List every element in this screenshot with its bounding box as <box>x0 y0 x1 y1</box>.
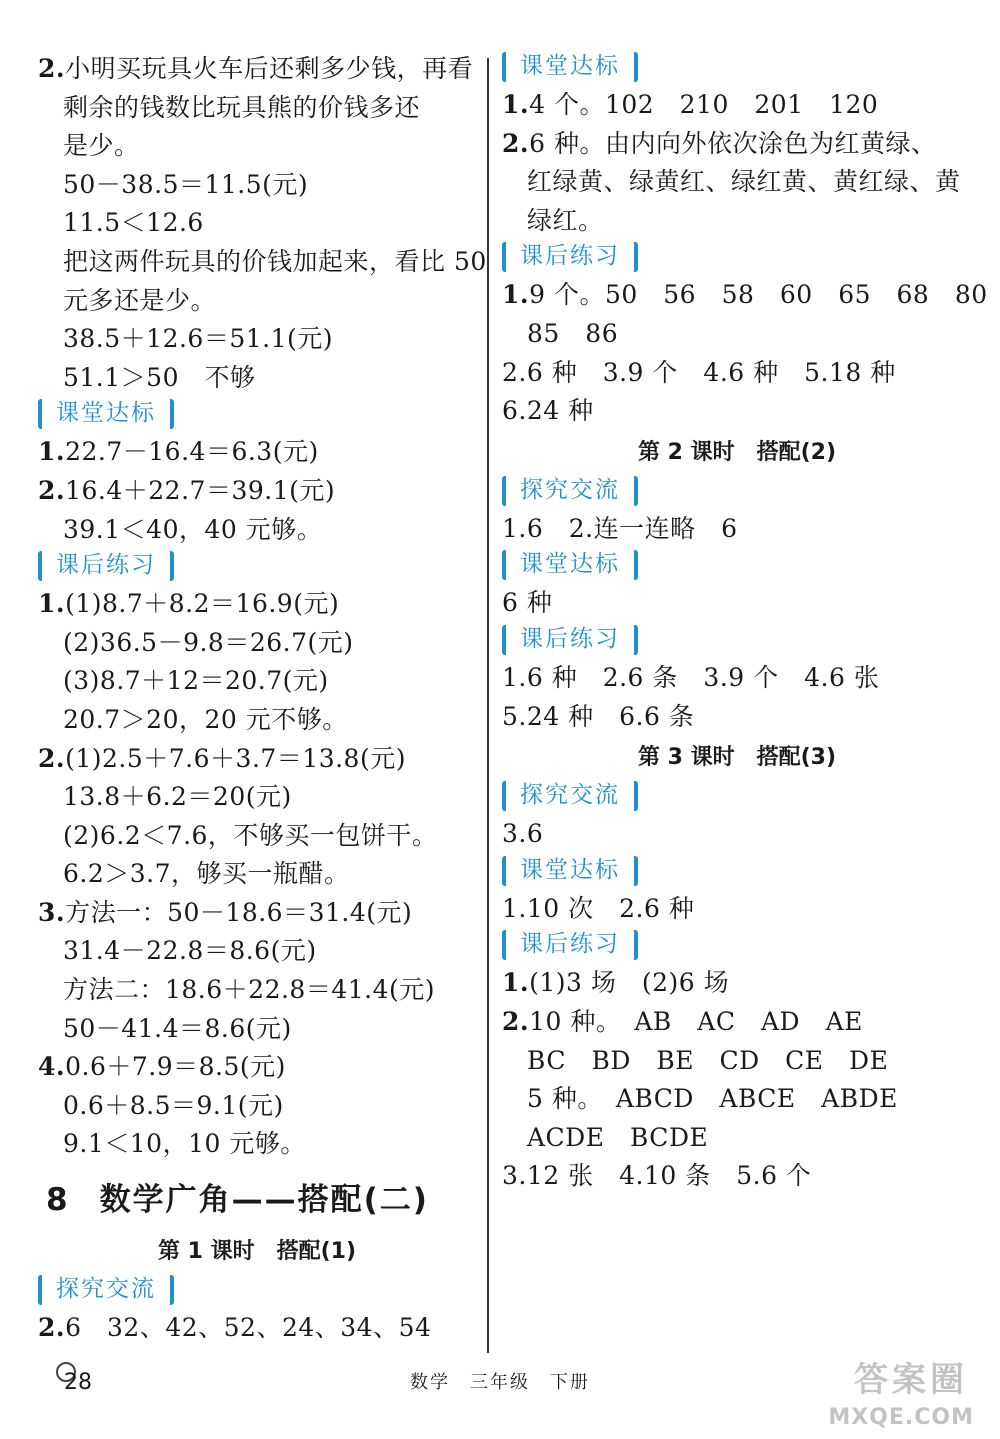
answer-text: (3)8.7＋12＝20.7(元) <box>63 666 329 696</box>
answer-line <box>502 1080 972 1119</box>
answer-line <box>38 472 476 511</box>
watermark-text: MXQE.COM <box>828 1405 974 1430</box>
answer-line <box>502 1119 972 1158</box>
answer-line <box>38 778 476 817</box>
answer-text: 1.6 2.连一连略 6 <box>502 513 738 543</box>
answer-text: 9.1＜10，10 元够。 <box>63 1129 306 1159</box>
answer-text: 5 种。 ABCD ABCE ABDE <box>527 1084 898 1114</box>
section-tag: 探究交流 <box>502 781 638 811</box>
answer-line <box>38 971 476 1010</box>
left-column <box>38 50 487 1348</box>
answer-text: 把这两件玩具的价钱加起来，看比 50 <box>63 246 487 276</box>
answer-text: 13.8＋6.2＝20(元) <box>63 782 292 812</box>
answer-text: 6 种 <box>502 588 553 618</box>
answer-line <box>38 243 487 282</box>
section-tag: 探究交流 <box>38 1275 174 1305</box>
answer-text: 剩余的钱数比玩具熊的价钱多还 <box>63 92 421 122</box>
answer-line <box>38 817 476 856</box>
question-number: 2. <box>502 1006 530 1036</box>
answer-text: 85 86 <box>527 318 619 348</box>
answer-text: (2)36.5－9.8＝26.7(元) <box>63 627 354 657</box>
answer-text: 16.4＋22.7＝39.1(元) <box>65 475 336 505</box>
answer-line <box>502 510 972 549</box>
chapter-number: 8 <box>46 1182 70 1219</box>
answer-text: 方法一：50－18.6＝31.4(元) <box>65 897 413 927</box>
answer-line <box>38 204 476 243</box>
answer-line <box>38 511 476 550</box>
question-number: 2. <box>38 475 66 505</box>
answer-line <box>502 315 972 354</box>
section-tag: 探究交流 <box>502 476 638 506</box>
lesson-heading: 第 3 课时 搭配(3) <box>637 745 837 771</box>
question-number: 3. <box>38 897 66 927</box>
answer-text: 绿红。 <box>527 205 604 235</box>
answer-text: 元多还是少。 <box>63 285 217 315</box>
answer-line <box>502 125 972 164</box>
answer-text: 20.7＞20，20 元不够。 <box>63 704 348 734</box>
answer-text: 11.5＜12.6 <box>63 208 204 238</box>
answer-text: (1)8.7＋8.2＝16.9(元) <box>65 589 340 619</box>
answer-line <box>38 1125 476 1164</box>
section-tag: 课堂达标 <box>502 550 638 580</box>
section-tag: 课堂达标 <box>38 399 174 429</box>
answer-text: (1)3 场 (2)6 场 <box>529 968 730 998</box>
question-number: 2. <box>502 128 530 158</box>
answer-line <box>502 202 972 241</box>
chapter-text: 数学广角——搭配(二) <box>99 1182 429 1219</box>
answer-line <box>38 1087 476 1126</box>
answer-text: 0.6＋8.5＝9.1(元) <box>63 1090 284 1120</box>
answer-line <box>38 1048 476 1087</box>
answer-text: 50－38.5＝11.5(元) <box>63 169 309 199</box>
watermark-logo <box>814 1352 974 1430</box>
answer-text: 方法二：18.6＋22.8＝41.4(元) <box>63 975 435 1005</box>
answer-line <box>502 890 972 929</box>
answer-line <box>502 815 972 854</box>
answer-line <box>502 964 972 1003</box>
answer-text: 红绿黄、绿黄红、绿红黄、黄红绿、黄 <box>527 167 961 197</box>
answer-line <box>502 1042 972 1081</box>
answer-line <box>38 740 476 779</box>
answer-text: 39.1＜40，40 元够。 <box>63 514 323 544</box>
question-number: 2. <box>38 1313 66 1343</box>
answer-text: 6 种。由内向外依次涂色为红黄绿、 <box>529 128 937 158</box>
chapter-title <box>38 1170 476 1230</box>
answer-line <box>38 932 476 971</box>
answer-text: 0.6＋7.9＝8.5(元) <box>65 1052 286 1082</box>
section-tag: 课后练习 <box>502 930 638 960</box>
right-column <box>502 50 988 1196</box>
answer-line <box>38 1010 476 1049</box>
question-number: 2. <box>38 54 66 83</box>
answer-text: 6.2＞3.7，够买一瓶醋。 <box>63 859 350 889</box>
answer-text: 9 个。50 56 58 60 65 68 80 <box>529 280 988 310</box>
answer-line <box>38 662 476 701</box>
watermark-top: 答案圈 <box>854 1360 968 1400</box>
answer-line <box>502 659 972 698</box>
answer-text: 31.4－22.8＝8.6(元) <box>63 936 317 966</box>
answer-line <box>38 701 476 740</box>
section-tag: 课后练习 <box>502 242 638 272</box>
answer-text: 2.6 种 3.9 个 4.6 种 5.18 种 <box>502 357 896 387</box>
section-tag: 课后练习 <box>502 625 638 655</box>
lesson-heading: 第 1 课时 搭配(1) <box>157 1239 357 1265</box>
answer-line <box>38 433 476 472</box>
answer-text: 3.12 张 4.10 条 5.6 个 <box>502 1161 812 1191</box>
answer-line <box>502 86 972 125</box>
section-tag: 课后练习 <box>38 551 174 581</box>
answer-text: 小明买玩具火车后还剩多少钱，再看 <box>65 54 474 83</box>
answer-text: 4 个。102 210 201 120 <box>529 90 879 119</box>
answer-line <box>38 282 476 321</box>
question-number: 1. <box>502 968 530 998</box>
answer-line <box>38 624 476 663</box>
answer-text: 38.5＋12.6＝51.1(元) <box>63 324 333 354</box>
answer-text: 3.6 <box>502 819 544 849</box>
answer-line <box>502 354 972 393</box>
answer-text: (1)2.5＋7.6＋3.7＝13.8(元) <box>65 743 406 773</box>
section-tag: 课堂达标 <box>502 52 638 82</box>
lesson-heading: 第 2 课时 搭配(2) <box>637 439 837 465</box>
answer-text: ACDE BCDE <box>527 1122 709 1152</box>
question-number: 2. <box>38 743 66 773</box>
answer-line <box>38 855 476 894</box>
question-number: 1. <box>502 280 530 310</box>
answer-text: 是少。 <box>63 131 140 161</box>
answer-text: BC BD BE CD CE DE <box>527 1045 889 1075</box>
answer-line <box>38 127 476 166</box>
page-number: 28 <box>64 1370 92 1395</box>
question-number: 1. <box>502 90 530 119</box>
answer-text: 22.7－16.4＝6.3(元) <box>65 437 319 467</box>
answer-text: 1.10 次 2.6 种 <box>502 893 695 923</box>
section-tag: 课堂达标 <box>502 856 638 886</box>
answer-text: 6.24 种 <box>502 396 594 426</box>
book-subject: 数学 三年级 下册 <box>410 1372 590 1393</box>
answer-line <box>38 166 476 205</box>
answer-text: 6 32、42、52、24、34、54 <box>65 1313 432 1343</box>
answer-text: 1.6 种 2.6 条 3.9 个 4.6 张 <box>502 662 880 692</box>
answer-line <box>38 320 476 359</box>
answer-text: (2)6.2＜7.6，不够买一包饼干。 <box>63 820 438 850</box>
answer-text: 51.1＞50 不够 <box>63 362 256 392</box>
answer-text: 5.24 种 6.6 条 <box>502 701 695 731</box>
answer-line <box>38 359 476 398</box>
answer-line <box>502 392 972 431</box>
answer-line <box>38 50 476 89</box>
answer-line <box>38 1309 476 1348</box>
answer-line <box>502 163 972 202</box>
answer-line <box>502 276 988 315</box>
answer-text: 50－41.4＝8.6(元) <box>63 1013 292 1043</box>
answer-text: 10 种。 AB AC AD AE <box>529 1006 863 1036</box>
answer-line <box>38 585 476 624</box>
answer-line <box>502 584 972 623</box>
question-number: 1. <box>38 589 66 619</box>
answer-line <box>502 1003 972 1042</box>
answer-line <box>38 89 476 128</box>
answer-line <box>502 698 972 737</box>
question-number: 1. <box>38 437 66 467</box>
column-divider <box>487 58 489 1353</box>
question-number: 4. <box>38 1052 66 1082</box>
answer-line <box>38 894 476 933</box>
answer-line <box>502 1157 972 1196</box>
